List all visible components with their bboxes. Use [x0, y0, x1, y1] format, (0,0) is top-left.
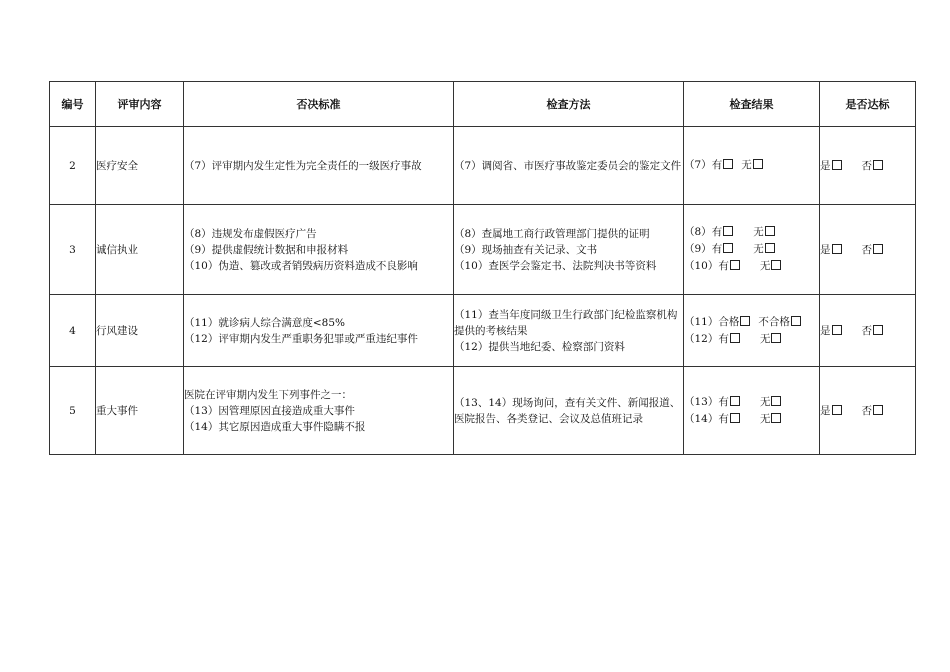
audit-table — [49, 81, 916, 455]
result-line — [684, 258, 819, 275]
result-option-a: 有 — [711, 243, 723, 255]
row-content: 医疗安全 — [96, 127, 184, 205]
row-pass — [820, 367, 916, 455]
checkbox[interactable] — [791, 316, 801, 326]
row-id: 4 — [50, 295, 96, 367]
pass-no-label: 否 — [861, 324, 872, 337]
result-num: （9） — [684, 243, 712, 255]
result-num: （12） — [684, 332, 719, 345]
result-option-b: 无 — [753, 243, 764, 255]
veto-line: 医院在评审期内发生下列事件之一： — [184, 388, 352, 401]
method-line: （7）调阅省、市医疗事故鉴定委员会的鉴定文件 — [454, 159, 682, 172]
veto-line: （14）其它原因造成重大事件隐瞒不报 — [184, 420, 366, 433]
pass-yes-label: 是 — [820, 404, 831, 417]
row-result — [684, 205, 820, 295]
checkbox[interactable] — [730, 333, 740, 343]
result-line — [684, 411, 819, 428]
result-option-a: 有 — [718, 260, 729, 272]
result-num: （7） — [684, 159, 712, 171]
checkbox[interactable] — [723, 226, 733, 236]
result-option-b: 无 — [759, 395, 771, 408]
result-option-a: 有 — [718, 395, 729, 408]
row-id: 5 — [50, 367, 96, 455]
veto-line: （10）伪造、篡改或者销毁病历资料造成不良影响 — [184, 259, 418, 272]
pass-no-checkbox[interactable] — [873, 160, 883, 170]
checkbox[interactable] — [765, 226, 775, 236]
table-row — [50, 127, 916, 205]
checkbox[interactable] — [771, 333, 781, 343]
method-line: （13、14）现场询问，查有关文件、新闻报道、医院报告、各类登记、会议及总值班记录 — [454, 396, 681, 425]
veto-line: （9）提供虚假统计数据和申报材料 — [184, 243, 349, 256]
pass-yes-checkbox[interactable] — [832, 325, 842, 335]
row-pass — [820, 205, 916, 295]
header-row — [50, 82, 916, 127]
checkbox[interactable] — [730, 260, 740, 270]
row-content: 行风建设 — [96, 295, 184, 367]
header-check-method: 检查方法 — [454, 82, 684, 127]
result-line — [684, 331, 819, 348]
checkbox[interactable] — [771, 396, 781, 406]
result-num: （10） — [684, 260, 719, 272]
header-veto-standard: 否决标准 — [184, 82, 454, 127]
header-content: 评审内容 — [96, 82, 184, 127]
pass-yes-checkbox[interactable] — [832, 244, 842, 254]
result-option-b: 无 — [741, 159, 752, 171]
result-option-b: 无 — [759, 412, 771, 425]
row-result — [684, 295, 820, 367]
row-id: 3 — [50, 205, 96, 295]
header-check-result: 检查结果 — [684, 82, 820, 127]
result-line — [684, 314, 819, 331]
checkbox[interactable] — [723, 243, 733, 253]
row-veto — [184, 127, 454, 205]
row-veto — [184, 295, 454, 367]
checkbox[interactable] — [730, 396, 740, 406]
result-line — [684, 224, 819, 241]
result-line — [684, 241, 819, 258]
pass-yes-checkbox[interactable] — [832, 405, 842, 415]
checkbox[interactable] — [771, 260, 781, 270]
checkbox[interactable] — [723, 159, 733, 169]
row-pass — [820, 295, 916, 367]
checkbox[interactable] — [771, 413, 781, 423]
pass-yes-checkbox[interactable] — [832, 160, 842, 170]
row-veto — [184, 367, 454, 455]
table-row — [50, 367, 916, 455]
method-line: （8）查属地工商行政管理部门提供的证明 — [454, 227, 650, 240]
row-result — [684, 127, 820, 205]
veto-line: （11）就诊病人综合满意度<85% — [184, 316, 345, 329]
veto-line: （7）评审期内发生定性为完全责任的一级医疗事故 — [184, 159, 422, 172]
result-num: （13） — [684, 395, 719, 408]
result-option-a: 有 — [711, 159, 723, 171]
row-method — [454, 205, 684, 295]
veto-line: （13）因管理原因直接造成重大事件 — [184, 404, 355, 417]
checkbox[interactable] — [740, 316, 750, 326]
pass-no-checkbox[interactable] — [873, 244, 883, 254]
method-line: （11）查当年度同级卫生行政部门纪检监察机构提供的考核结果 — [454, 308, 678, 337]
header-pass: 是否达标 — [820, 82, 916, 127]
result-option-a: 合格 — [718, 315, 740, 328]
veto-line: （8）违规发布虚假医疗广告 — [184, 227, 317, 240]
result-option-b: 不合格 — [758, 315, 790, 328]
table-row — [50, 205, 916, 295]
result-line — [684, 394, 819, 411]
pass-yes-label: 是 — [820, 243, 831, 256]
pass-no-checkbox[interactable] — [873, 405, 883, 415]
row-pass — [820, 127, 916, 205]
row-result — [684, 367, 820, 455]
row-method — [454, 295, 684, 367]
method-line: （12）提供当地纪委、检察部门资料 — [454, 340, 625, 353]
result-num: （11） — [684, 315, 719, 328]
result-num: （14） — [684, 412, 719, 425]
checkbox[interactable] — [753, 159, 763, 169]
result-option-b: 无 — [759, 260, 771, 272]
row-content: 诚信执业 — [96, 205, 184, 295]
pass-no-label: 否 — [861, 159, 872, 172]
row-method — [454, 127, 684, 205]
row-veto — [184, 205, 454, 295]
result-option-a: 有 — [711, 226, 723, 238]
result-option-a: 有 — [718, 412, 729, 425]
pass-no-label: 否 — [861, 404, 872, 417]
pass-no-label: 否 — [861, 243, 872, 256]
result-line — [684, 157, 819, 174]
header-id: 编号 — [50, 82, 96, 127]
method-line: （10）查医学会鉴定书、法院判决书等资料 — [454, 259, 657, 272]
row-content: 重大事件 — [96, 367, 184, 455]
row-id: 2 — [50, 127, 96, 205]
checkbox[interactable] — [730, 413, 740, 423]
row-method — [454, 367, 684, 455]
result-option-b: 无 — [753, 226, 764, 238]
checkbox[interactable] — [765, 243, 775, 253]
table-row — [50, 295, 916, 367]
pass-yes-label: 是 — [820, 159, 831, 172]
result-num: （8） — [684, 226, 712, 238]
method-line: （9）现场抽查有关记录、文书 — [454, 243, 598, 256]
result-option-a: 有 — [718, 332, 729, 345]
pass-no-checkbox[interactable] — [873, 325, 883, 335]
veto-line: （12）评审期内发生严重职务犯罪或严重违纪事件 — [184, 332, 418, 345]
pass-yes-label: 是 — [820, 324, 831, 337]
result-option-b: 无 — [759, 332, 771, 345]
